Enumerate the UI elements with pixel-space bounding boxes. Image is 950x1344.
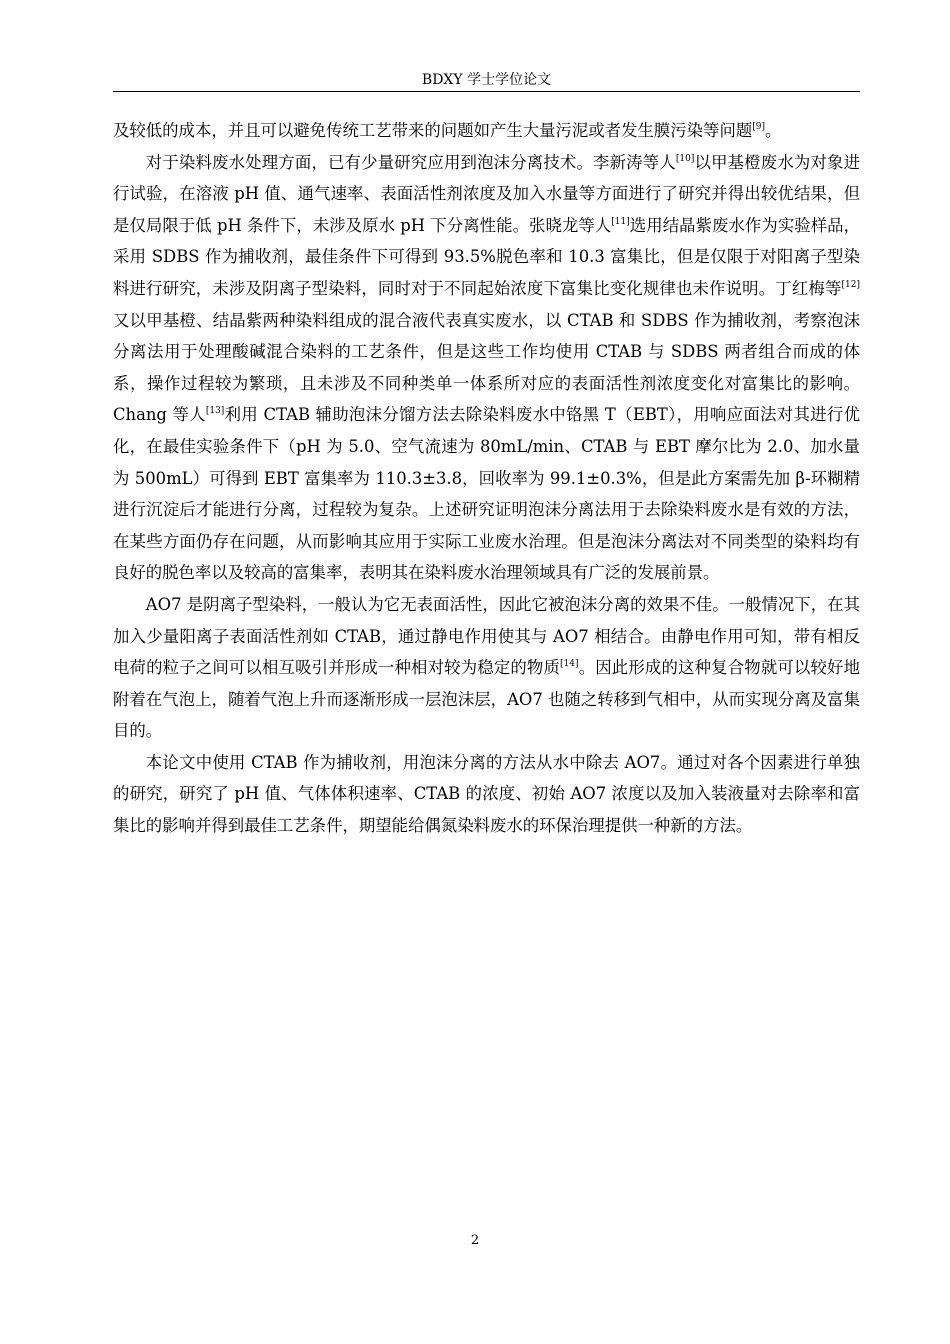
paragraph-text: 。因此形成的这种复合物就可以较好地附着在气泡上，随着气泡上升而逐渐形成一层泡沫层，AO7 也随之转移到气相中，从而实现分离及富集目的。 <box>113 658 861 741</box>
paragraph-4 <box>113 747 860 842</box>
paragraph-1 <box>113 115 860 147</box>
page-header <box>113 70 860 90</box>
paragraph-text: 对于染料废水处理方面，已有少量研究应用到泡沫分离技术。李新涛等人 <box>145 152 676 172</box>
paragraph-3 <box>113 589 860 747</box>
citation: [14] <box>560 659 579 670</box>
paragraph-text: 又以甲基橙、结晶紫两种染料组成的混合液代表真实废水，以 CTAB 和 SDBS 作为捕收剂，考察泡沫分离法用于处理酸碱混合染料的工艺条件，但是这些工作均使用 CTAB 与 SDBS 两者组合而成的体系，操作过程较为繁琐，且未涉及不同种类单一体系所对应的表面活性剂浓度变化对富集比的影响。Chang 等人 <box>113 310 860 425</box>
paragraph-text: 利用 CTAB 辅助泡沫分馏方法去除染料废水中铬黑 T（EBT），用响应面法对其进行优化，在最佳实验条件下（pH 为 5.0、空气流速为 80mL/min、CTAB 与 EBT 摩尔比为 2.0、加水量为 500mL）可得到 EBT 富集率为 110.3±3.8，回收率为 99.1±0.3%，但是此方案需先加 β-环糊精进行沉淀后才能进行分离，过程较为复杂。上述研究证明泡沫分离法用于去除染料废水是有效的方法，在某些方面仍存在问题，从而影响其应用于实际工业废水治理。但是泡沫分离法对不同类型的染料均有良好的脱色率以及较高的富集率，表明其在染料废水治理领域具有广泛的发展前景。 <box>113 405 860 583</box>
paragraph-text: 以甲基橙废水为对象进行试验，在溶液 pH 值、通气速率、表面活性剂浓度及加入水量等方面进行了研究并得出较优结果，但是仅局限于低 pH 条件下，未涉及原水 pH 下分离性能。张晓龙等人 <box>113 152 861 235</box>
paragraph-text: 选用结晶紫废水作为实验样品，采用 SDBS 作为捕收剂，最佳条件下可得到 93.5%脱色率和 10.3 富集比，但是仅限于对阳离子型染料进行研究，未涉及阴离子型染料，同时对于不同起始浓度下富集比变化规律也未作说明。丁红梅等 <box>113 215 861 298</box>
header-title: BDXY 学士学位论文 <box>421 72 552 88</box>
header-rule <box>113 91 860 92</box>
citation: [10] <box>675 153 695 164</box>
citation: [11] <box>611 216 630 227</box>
body-text <box>113 115 860 842</box>
paragraph-text: 。 <box>764 121 782 140</box>
paragraph-2 <box>113 147 860 589</box>
paragraph-text: 本论文中使用 CTAB 作为捕收剂，用泡沫分离的方法从水中除去 AO7。通过对各个因素进行单独的研究，研究了 pH 值、气体体积速率、CTAB 的浓度、初始 AO7 浓度以及加入装液量对去除率和富集比的影响并得到最佳工艺条件，期望能给偶氮染料废水的环保治理提供一种新的方法。 <box>113 752 860 836</box>
paragraph-text: 及较低的成本，并且可以避免传统工艺带来的问题如产生大量污泥或者发生膜污染等问题 <box>113 121 753 140</box>
paragraph-text: AO7 是阴离子型染料，一般认为它无表面活性，因此它被泡沫分离的效果不佳。一般情况下，在其加入少量阳离子表面活性剂如 CTAB，通过静电作用使其与 AO7 相结合。由静电作用可知，带有相反电荷的粒子之间可以相互吸引并形成一种相对较为稳定的物质 <box>113 594 860 678</box>
citation: [9] <box>752 122 765 132</box>
citation: [13] <box>205 406 225 417</box>
citation: [12] <box>841 279 860 290</box>
page-number: 2 <box>470 1233 480 1248</box>
